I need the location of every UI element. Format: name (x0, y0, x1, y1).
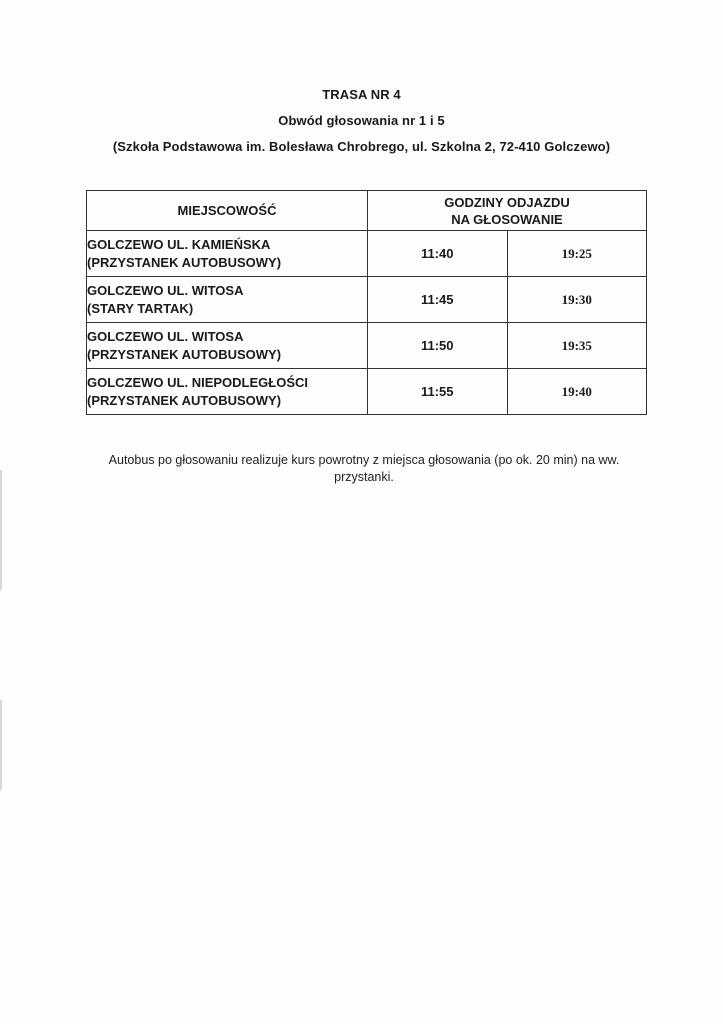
place-cell (87, 277, 368, 323)
place-cell (87, 369, 368, 415)
header-times-line1: GODZINY ODJAZDU (444, 194, 570, 210)
note-line2: przystanki. (334, 470, 394, 484)
departure-time-1: 11:50 (368, 323, 508, 369)
route-title: TRASA NR 4 (322, 87, 401, 102)
scan-edge-mark (0, 700, 2, 790)
table-row (87, 323, 647, 369)
note-line1: Autobus po głosowaniu realizuje kurs powrotny z miejsca głosowania (po ok. 20 min) na ww. (108, 453, 620, 467)
departure-time-2: 19:25 (507, 231, 647, 277)
header-departure-times (368, 191, 647, 231)
departure-time-2: 19:40 (507, 369, 647, 415)
place-cell (87, 231, 368, 277)
departure-time-2: 19:35 (507, 323, 647, 369)
place-stop: (STARY TARTAK) (87, 300, 194, 316)
place-street: GOLCZEWO UL. WITOSA (87, 282, 244, 298)
place-stop: (PRZYSTANEK AUTOBUSOWY) (87, 346, 282, 362)
departure-time-2: 19:30 (507, 277, 647, 323)
place-stop: (PRZYSTANEK AUTOBUSOWY) (87, 254, 282, 270)
return-trip-note (76, 452, 652, 486)
place-street: GOLCZEWO UL. NIEPODLEGŁOŚCI (87, 374, 308, 390)
place-cell (87, 323, 368, 369)
scan-edge-mark (0, 470, 2, 590)
table-row (87, 369, 647, 415)
departure-time-1: 11:45 (368, 277, 508, 323)
departure-schedule-table (86, 190, 647, 415)
polling-station-address: (Szkoła Podstawowa im. Bolesława Chrobrego, ul. Szkolna 2, 72-410 Golczewo) (112, 139, 611, 154)
place-street: GOLCZEWO UL. KAMIEŃSKA (87, 236, 271, 252)
departure-time-1: 11:55 (368, 369, 508, 415)
place-street: GOLCZEWO UL. WITOSA (87, 328, 244, 344)
table-row (87, 231, 647, 277)
header-place: MIEJSCOWOŚĆ (87, 191, 368, 231)
table-header-row (87, 191, 647, 231)
district-subtitle: Obwód głosowania nr 1 i 5 (278, 113, 445, 128)
place-stop: (PRZYSTANEK AUTOBUSOWY) (87, 392, 282, 408)
header-times-line2: NA GŁOSOWANIE (451, 211, 563, 227)
departure-time-1: 11:40 (368, 231, 508, 277)
table-row (87, 277, 647, 323)
